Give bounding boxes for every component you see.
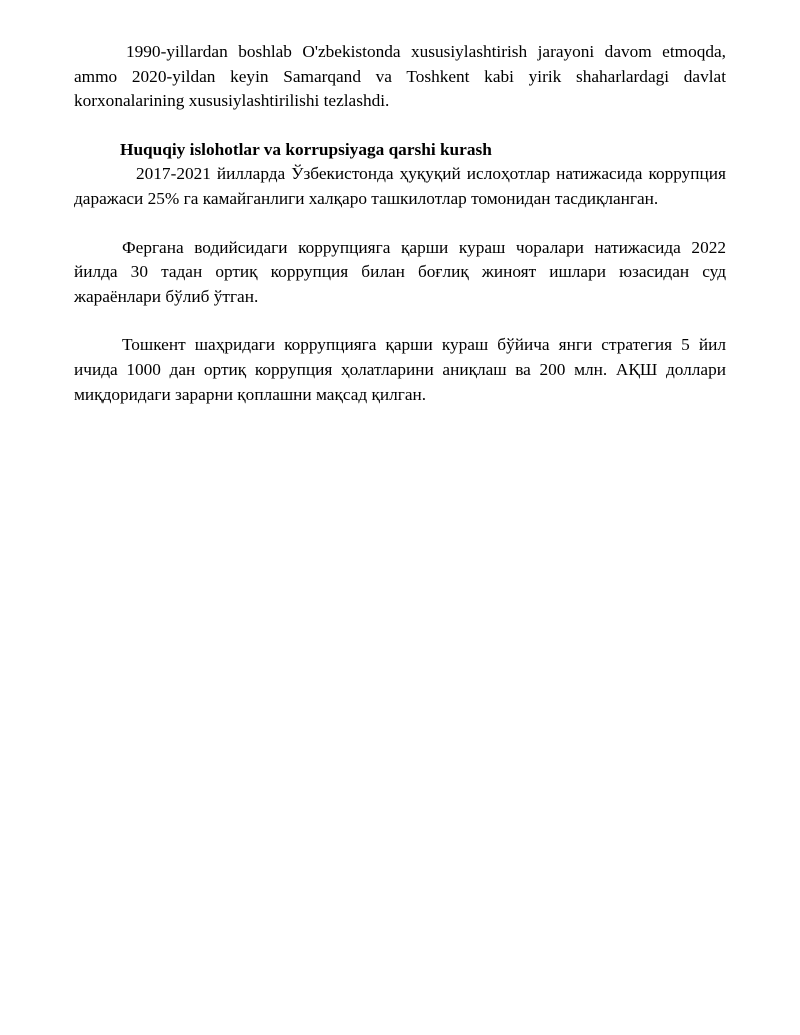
document-body xyxy=(74,40,726,407)
paragraph-fergana: Фергана водийсидаги коррупцияга қарши кураш чоралари натижасида 2022 йилда 30 тадан ортиқ коррупция билан боғлиқ жиноят ишлари юзасидан суд жараёнлари бўлиб ўтган. xyxy=(74,237,726,306)
paragraph-privatization: 1990-yillardan boshlab O'zbekistonda xususiylashtirish jarayoni davom etmoqda, ammo 2020-yildan keyin Samarqand va Toshkent kabi yirik shaharlardagi davlat korxonalarining xususiylashtirilishi tezlashdi. xyxy=(74,42,726,111)
paragraph-legal-reforms: 2017-2021 йилларда Ўзбекистонда ҳуқуқий ислоҳотлар натижасида коррупция даражаси 25% га камайганлиги халқаро ташкилотлар томонидан тасдиқланган. xyxy=(74,164,726,208)
paragraph-tashkent: Тошкент шаҳридаги коррупцияга қарши кураш бўйича янги стратегия 5 йил ичида 1000 дан ортиқ коррупция ҳолатларини аниқлаш ва 200 млн. АҚШ доллари миқдоридаги зарарни қоплашни мақсад қилган. xyxy=(74,335,726,404)
section-heading: Huquqiy islohotlar va korrupsiyaga qarshi kurash xyxy=(120,139,492,159)
